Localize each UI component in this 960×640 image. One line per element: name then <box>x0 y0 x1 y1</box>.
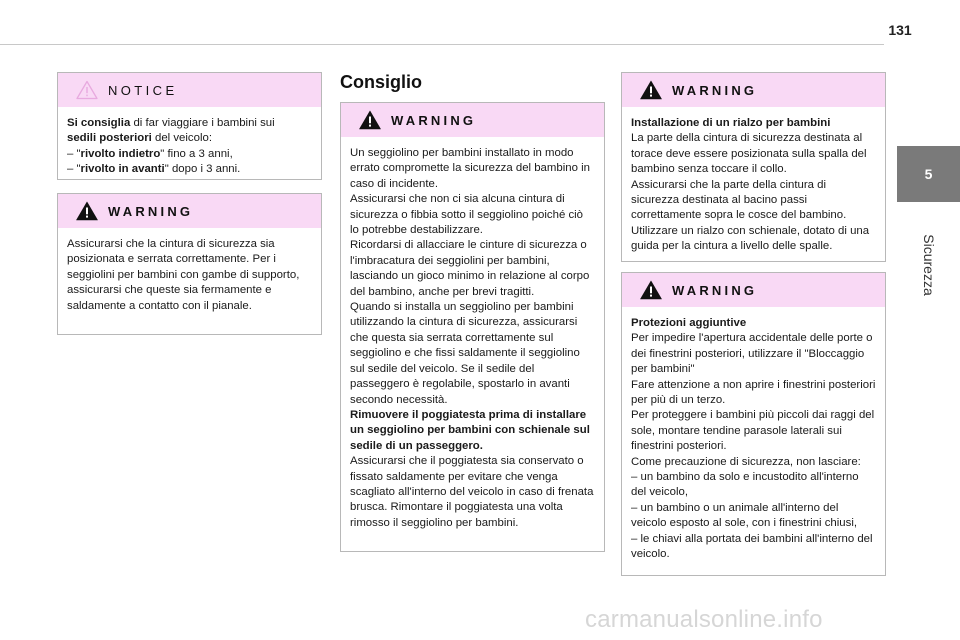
chapter-tab[interactable] <box>897 146 960 202</box>
warning-title: WARNING <box>672 282 758 298</box>
notice-item2-pre: – " <box>67 163 81 176</box>
notice-item1-bold: rivolto indietro <box>80 147 161 160</box>
notice-intro-rest: di far viaggiare i bambini sui <box>130 117 275 129</box>
notice-line <box>67 131 312 146</box>
notice-body <box>58 107 321 186</box>
notice-list-item <box>67 162 312 177</box>
warning-paragraph: La parte della cintura di sicurezza destinata al torace deve essere posizionata sulla spalla del bambino senza toccare il collo. <box>631 132 867 176</box>
notice-line2-bold: sedili posteriori <box>67 132 152 145</box>
warning-list-item: – un bambino da solo e incustodito all'interno del veicolo, <box>631 471 859 499</box>
warning-box-extra-protection <box>621 272 886 576</box>
warning-header <box>341 103 604 137</box>
notice-intro-bold: Si consiglia <box>67 117 131 129</box>
chapter-title: Sicurezza <box>920 234 937 296</box>
warning-paragraph: Ricordarsi di allacciare le cinture di sicurezza o l'imbracatura dei seggiolini per bambini, lasciando un gioco minimo in relazione al corpo del bambino, anche per brevi tragitti. <box>350 239 590 298</box>
notice-list-item <box>67 147 312 162</box>
header-divider <box>0 44 884 45</box>
notice-triangle-outline-icon <box>76 80 98 100</box>
warning-paragraph: Fare attenzione a non aprire i finestrini posteriori per più di un terzo. <box>631 378 876 407</box>
chapter-number: 5 <box>924 166 933 182</box>
warning-paragraph: Assicurarsi che il poggiatesta sia conservato o fissato saldamente per evitare che venga scagliato all'interno del veicolo in caso di frenata brusca. Rimontare il poggiatesta una volta rimosso il seggiolino per bambini. <box>350 455 594 529</box>
warning-header <box>622 73 885 107</box>
warning-paragraph: Per proteggere i bambini più piccoli dai raggi del sole, montare tendine parasole laterali sui finestrini posteriori. <box>631 409 875 453</box>
notice-box <box>57 72 322 180</box>
warning-body <box>58 228 321 322</box>
warning-header <box>58 194 321 228</box>
warning-paragraph: Utilizzare un rialzo con schienale, dotato di una guida per la cintura a livello delle spalle. <box>631 224 870 253</box>
warning-paragraph: Assicurarsi che la parte della cintura di sicurezza destinata al bacino passi correttamente sopra le cosce del bambino. <box>631 178 847 222</box>
chapter-label <box>897 210 960 320</box>
section-title: Consiglio <box>340 72 422 92</box>
warning-triangle-icon <box>640 80 662 100</box>
warning-body <box>622 107 885 263</box>
warning-title: WARNING <box>391 112 477 128</box>
notice-header <box>58 73 321 107</box>
warning-subheading: Installazione di un rialzo per bambini <box>631 117 831 129</box>
warning-list-item: – le chiavi alla portata dei bambini all'interno del veicolo. <box>631 532 873 561</box>
warning-box-belt <box>57 193 322 335</box>
warning-triangle-icon <box>640 280 662 300</box>
warning-title: WARNING <box>672 82 758 98</box>
warning-triangle-icon <box>359 110 381 130</box>
notice-item2-bold: rivolto in avanti <box>80 163 165 176</box>
warning-body <box>341 137 604 539</box>
warning-paragraph: Per impedire l'apertura accidentale delle porte o dei finestrini posteriori, utilizzare il "Bloccaggio per bambini" <box>631 332 873 376</box>
warning-box-child-seat <box>340 102 605 552</box>
warning-body <box>622 307 885 571</box>
notice-item1-post: " fino a 3 anni, <box>160 147 233 160</box>
warning-header <box>622 273 885 307</box>
warning-triangle-icon <box>76 201 98 221</box>
warning-subheading: Protezioni aggiuntive <box>631 317 747 329</box>
page-number: 131 <box>888 22 912 38</box>
notice-title: NOTICE <box>108 82 178 98</box>
notice-item1-pre: – " <box>67 147 81 160</box>
warning-paragraph: Un seggiolino per bambini installato in modo errato compromette la sicurezza del bambino in caso di incidente. <box>350 147 590 190</box>
warning-paragraph: Come precauzione di sicurezza, non lasciare: <box>631 455 861 468</box>
warning-list-item: – un bambino o un animale all'interno del veicolo esposto al sole, con i finestrini chiusi, <box>631 501 858 530</box>
notice-item2-post: " dopo i 3 anni. <box>164 163 241 176</box>
warning-text: Assicurarsi che la cintura di sicurezza sia posizionata e serrata correttamente. Per i seggiolini per bambini con gambe di supporto, assicurarsi che queste sia fermamente e saldamente a contatto con il pianale. <box>67 238 300 312</box>
watermark-logo: carmanualsonline.info <box>585 606 823 633</box>
warning-box-booster <box>621 72 886 262</box>
warning-paragraph: Quando si installa un seggiolino per bambini utilizzando la cintura di sicurezza, assicurarsi che questa sia serrata correttamente sul seggiolino e che fissi saldamente il seggiolino sul sedile del veicolo. Se il sedile del passeggero è regolabile, spostarlo in avanti secondo necessità. <box>350 301 580 406</box>
warning-title: WARNING <box>108 203 194 219</box>
warning-subheading: Rimuovere il poggiatesta prima di installare un seggiolino per bambini con schienale sul sedile di un passeggero. <box>350 408 590 452</box>
notice-line2-rest: del veicolo: <box>151 132 212 145</box>
notice-line <box>67 116 312 131</box>
warning-paragraph: Assicurarsi che non ci sia alcuna cintura di sicurezza o fibbia sotto il seggiolino poiché ciò lo potrebbe destabilizzare. <box>350 193 584 237</box>
